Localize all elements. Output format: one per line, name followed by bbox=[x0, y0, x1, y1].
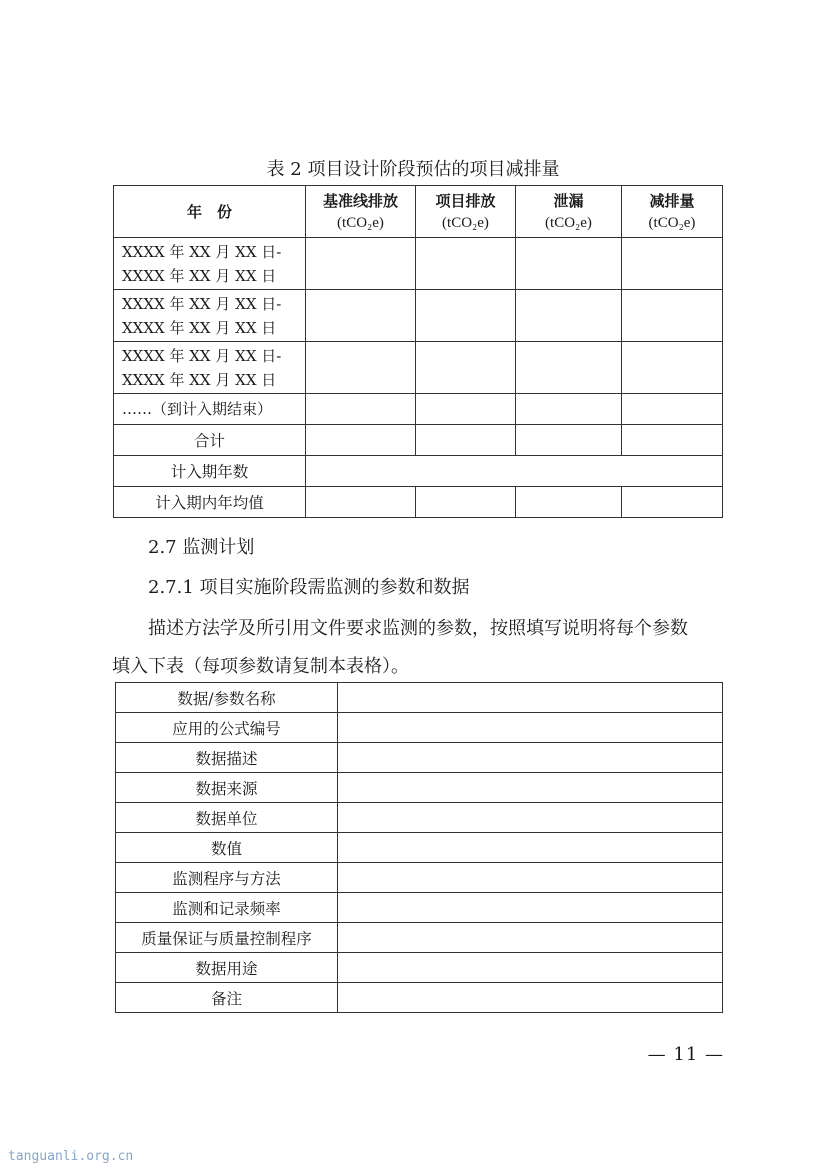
parameter-label: 数据用途 bbox=[116, 953, 338, 983]
parameter-value bbox=[338, 863, 723, 893]
table-row bbox=[116, 773, 723, 803]
table-row bbox=[114, 394, 723, 425]
value-cell bbox=[306, 290, 416, 342]
parameter-value bbox=[338, 803, 723, 833]
parameter-label: 质量保证与质量控制程序 bbox=[116, 923, 338, 953]
table-row bbox=[114, 425, 723, 456]
section-heading: 2.7 监测计划 bbox=[148, 537, 255, 558]
parameter-label: 数据单位 bbox=[116, 803, 338, 833]
value-cell bbox=[622, 238, 723, 290]
page-number: — 11 — bbox=[647, 1044, 724, 1065]
value-cell bbox=[516, 487, 622, 518]
header-unit: (tCO₂e) bbox=[442, 214, 489, 231]
value-cell bbox=[306, 487, 416, 518]
value-cell bbox=[416, 290, 516, 342]
crediting-years-cell: 计入期年数 bbox=[114, 456, 306, 487]
parameter-value bbox=[338, 773, 723, 803]
parameter-value bbox=[338, 983, 723, 1013]
header-year: 年 份 bbox=[114, 186, 306, 238]
parameter-label: 数据描述 bbox=[116, 743, 338, 773]
emission-reduction-table bbox=[113, 185, 723, 518]
parameter-value bbox=[338, 683, 723, 713]
value-cell bbox=[516, 238, 622, 290]
value-cell bbox=[622, 487, 723, 518]
watermark: tanguanli.org.cn bbox=[8, 1149, 134, 1164]
parameter-label: 数据来源 bbox=[116, 773, 338, 803]
value-cell bbox=[516, 290, 622, 342]
header-project: 项目排放 (tCO₂e) bbox=[416, 186, 516, 238]
table-row bbox=[116, 683, 723, 713]
table-row bbox=[116, 833, 723, 863]
parameter-value bbox=[338, 953, 723, 983]
value-cell bbox=[306, 456, 723, 487]
to-end-cell: ……（到计入期结束） bbox=[114, 394, 306, 425]
parameter-label: 监测程序与方法 bbox=[116, 863, 338, 893]
value-cell bbox=[516, 425, 622, 456]
parameter-value bbox=[338, 743, 723, 773]
table-row bbox=[116, 893, 723, 923]
table-row bbox=[116, 983, 723, 1013]
header-unit: (tCO₂e) bbox=[648, 214, 696, 231]
header-unit: (tCO₂e) bbox=[337, 214, 384, 231]
value-cell bbox=[306, 238, 416, 290]
value-cell bbox=[622, 425, 723, 456]
value-cell bbox=[306, 342, 416, 394]
paragraph-line-1: 描述方法学及所引用文件要求监测的参数，按照填写说明将每个参数 bbox=[148, 618, 688, 639]
value-cell bbox=[622, 342, 723, 394]
table-caption: 表 2 项目设计阶段预估的项目减排量 bbox=[266, 159, 560, 180]
value-cell bbox=[416, 425, 516, 456]
table-row bbox=[114, 487, 723, 518]
value-cell bbox=[306, 394, 416, 425]
header-leakage: 泄漏 (tCO₂e) bbox=[516, 186, 622, 238]
table-row bbox=[116, 713, 723, 743]
annual-average-cell: 计入期内年均值 bbox=[114, 487, 306, 518]
subsection-heading: 2.7.1 项目实施阶段需监测的参数和数据 bbox=[148, 577, 470, 598]
parameter-label: 监测和记录频率 bbox=[116, 893, 338, 923]
value-cell bbox=[516, 342, 622, 394]
value-cell bbox=[306, 425, 416, 456]
parameter-value bbox=[338, 893, 723, 923]
value-cell bbox=[416, 394, 516, 425]
value-cell bbox=[416, 342, 516, 394]
parameter-label: 数值 bbox=[116, 833, 338, 863]
paragraph-line-2: 填入下表（每项参数请复制本表格）。 bbox=[112, 656, 409, 677]
table-row bbox=[114, 456, 723, 487]
table-row bbox=[114, 238, 723, 290]
period-cell: XXXX 年 XX 月 XX 日- XXXX 年 XX 月 XX 日 bbox=[114, 342, 306, 394]
table-row bbox=[116, 863, 723, 893]
value-cell bbox=[622, 290, 723, 342]
period-cell: XXXX 年 XX 月 XX 日- XXXX 年 XX 月 XX 日 bbox=[114, 290, 306, 342]
header-unit: (tCO₂e) bbox=[545, 214, 592, 231]
table-row bbox=[114, 290, 723, 342]
value-cell bbox=[416, 238, 516, 290]
table-row bbox=[116, 923, 723, 953]
header-baseline: 基准线排放 (tCO₂e) bbox=[306, 186, 416, 238]
parameter-label: 应用的公式编号 bbox=[116, 713, 338, 743]
parameter-label: 备注 bbox=[116, 983, 338, 1013]
parameter-value bbox=[338, 713, 723, 743]
parameter-value bbox=[338, 833, 723, 863]
table-row bbox=[114, 342, 723, 394]
period-cell: XXXX 年 XX 月 XX 日- XXXX 年 XX 月 XX 日 bbox=[114, 238, 306, 290]
parameter-value bbox=[338, 923, 723, 953]
table-row bbox=[116, 953, 723, 983]
parameter-label: 数据/参数名称 bbox=[116, 683, 338, 713]
header-reduction: 减排量 (tCO₂e) bbox=[622, 186, 723, 238]
table-row bbox=[116, 803, 723, 833]
value-cell bbox=[416, 487, 516, 518]
monitoring-parameter-table bbox=[115, 682, 723, 1013]
value-cell bbox=[622, 394, 723, 425]
value-cell bbox=[516, 394, 622, 425]
table-row bbox=[116, 743, 723, 773]
total-cell: 合计 bbox=[114, 425, 306, 456]
